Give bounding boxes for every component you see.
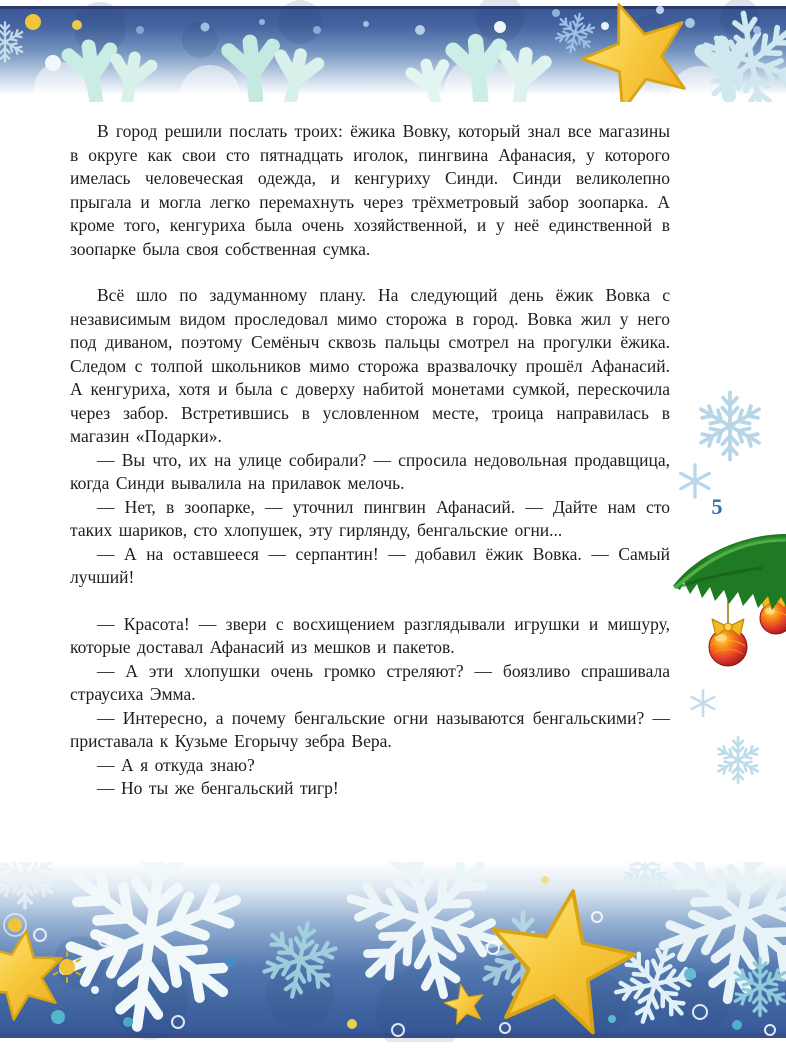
snowflake-icon — [712, 734, 764, 786]
story-text — [70, 120, 670, 801]
snowflake-icon — [692, 388, 768, 464]
story-paragraph: — А я откуда знаю? — [97, 754, 255, 775]
story-paragraph: В город решили послать троих: ёжика Вовку, который знал все магазины в округе как свои сто пятнадцать иголок, пингвина Афанасия, у которого имелась человеческая одежда, и кенгуриху Синди. Синди великолепно прыгала и могла легко перемахнуть через трёхметровый забор зоопарка. А кроме того, кенгуриха была очень хозяйственной, и у неё единственной в зоопарке была своя собственная сумка. — [70, 121, 670, 259]
fir-branch — [670, 528, 786, 668]
fir-branch-needles — [673, 534, 786, 610]
top-border — [0, 0, 786, 102]
story-paragraph: — А на оставшееся — серпантин! — добавил ёжик Вовка. — Самый лучший! — [70, 543, 670, 587]
story-paragraph: — А эти хлопушки очень громко стреляют? — боязливо спрашивала страусиха Эмма. — [70, 660, 670, 704]
story-paragraph: — Но ты же бенгальский тигр! — [97, 778, 339, 798]
bauble-icon — [709, 619, 747, 666]
sparkle-icon — [688, 688, 718, 718]
story-paragraph: — Интересно, а почему бенгальские огни называются бенгальскими? — приставала к Кузьме Егорычу зебра Вера. — [70, 707, 670, 751]
page-number: 5 — [711, 494, 723, 519]
story-paragraph: — Красота! — звери с восхищением разглядывали игрушки и мишуру, которые доставал Афанасий из мешков и пакетов. — [70, 613, 670, 657]
story-paragraph: — Вы что, их на улице собирали? — спросила недовольная продавщица, когда Синди вывалила на прилавок мелочь. — [70, 449, 670, 493]
story-paragraph: Всё шло по задуманному плану. На следующий день ёжик Вовка с независимым видом проследовал мимо сторожа в город. Вовка жил у него под диваном, поэтому Семёныч сквозь пальцы смотрел на прогулки ёжика. Следом с толпой школьников мимо сторожа вразвалочку прошёл Афанасий. А кенгуриха, хотя и была с доверху набитой монетами сумкой, перескочила через забор. Встретившись в условленном месте, троица направилась в магазин «Подарки». — [70, 285, 670, 446]
bottom-border — [0, 862, 786, 1042]
story-paragraph: — Нет, в зоопарке, — уточнил пингвин Афанасий. — Дайте нам сто таких шариков, сто хлопушек, эту гирлянду, бенгальские огни... — [70, 496, 670, 540]
